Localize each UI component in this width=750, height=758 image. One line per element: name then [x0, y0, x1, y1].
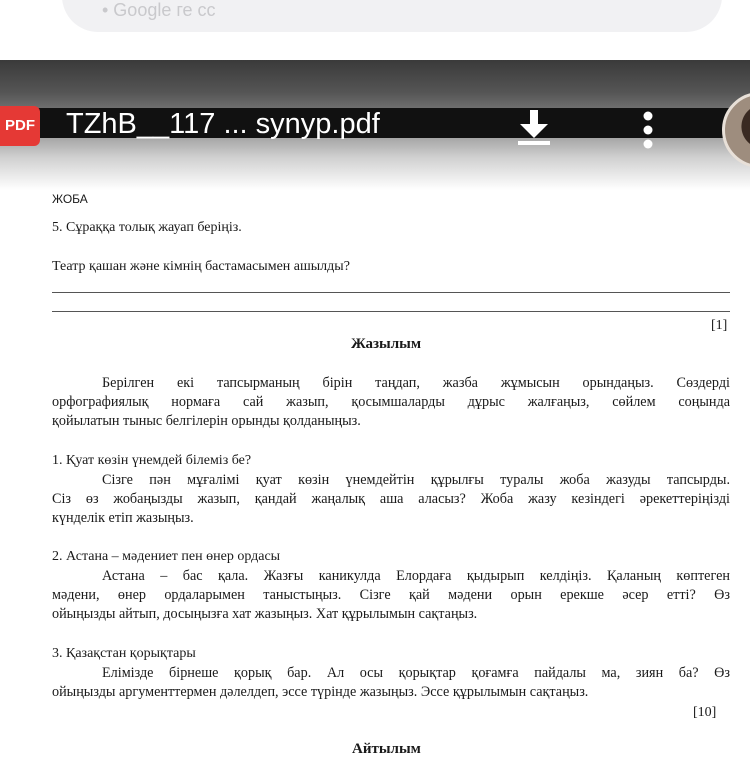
- score-badge: [10]: [693, 705, 717, 720]
- task-1-title: 1. Қуат көзін үнемдей білеміз бе?: [52, 453, 252, 468]
- task-3-line: Елімізде бірнеше қорық бар. Ал осы қорықтар қоғамға пайдалы ма, зиян ба? Өз: [102, 665, 730, 681]
- task-2-title: 2. Астана – мәдениет пен өнер ордасы: [52, 549, 281, 564]
- question-5: 5. Сұраққа толық жауап беріңіз.: [52, 220, 242, 235]
- download-button[interactable]: [514, 108, 554, 148]
- answer-line: [52, 311, 730, 312]
- task-3-line: ойыңызды аргументтермен дәлелдеп, эссе түрінде жазыңыз. Эссе құрылымын сақтаңыз.: [52, 684, 589, 700]
- pdf-file-icon: PDF: [0, 106, 40, 146]
- score-badge: [1]: [711, 318, 728, 333]
- task-2-line: Астана – бас қала. Жазғы каникулда Елордаға қыдырып келдіңіз. Қаланың көптеген: [102, 568, 730, 584]
- next-section-heading: Айтылым: [352, 741, 421, 757]
- file-title: TZhB__117 ... synyp.pdf: [66, 108, 380, 140]
- task-1-line: Сіз өз жобаңызды жазып, қандай жаңалық аша аласыз? Жоба жазу кезіндегі әрекеттеріңізді: [52, 491, 730, 507]
- search-bar[interactable]: [62, 0, 722, 32]
- browser-top-area: [0, 0, 750, 60]
- intro-line: орфографиялық нормаға сай жазып, қосымшаларды дұрыс жалғаңыз, сөйлем соңында: [52, 394, 730, 410]
- answer-line: [52, 292, 730, 293]
- task-3-title: 3. Қазақстан қорықтары: [52, 646, 196, 661]
- intro-line: Берілген екі тапсырманың бірін таңдап, жазба жұмысын орындаңыз. Сөздерді: [102, 375, 730, 391]
- task-2-line: ойыңызды айтып, досыңызға хат жазыңыз. Хат құрылымын сақтаңыз.: [52, 606, 478, 622]
- task-2-line: мәдени, өнер ордаларымен таныстыңыз. Сізге қай мәдени орын ерекше әсер етті? Өз: [52, 587, 730, 603]
- download-icon: [514, 108, 554, 148]
- pdf-page: [0, 190, 750, 757]
- more-vert-icon: [636, 108, 660, 152]
- section-label: ЖОБА: [52, 192, 88, 206]
- more-options-button[interactable]: [636, 108, 660, 152]
- intro-line: қойылатын тыныс белгілерін орынды қолданыңыз.: [52, 413, 361, 429]
- question-5-text: Театр қашан және кімнің бастамасымен ашылды?: [52, 259, 350, 274]
- task-1-line: Сізге пән мұғалімі қуат көзін үнемдейтін құрылғы туралы жоба жазуды тапсырды.: [102, 472, 730, 488]
- task-1-line: күнделік етіп жазыңыз.: [52, 510, 194, 526]
- section-heading: Жазылым: [351, 336, 422, 352]
- search-bar-text: • Google ге сс: [102, 0, 216, 20]
